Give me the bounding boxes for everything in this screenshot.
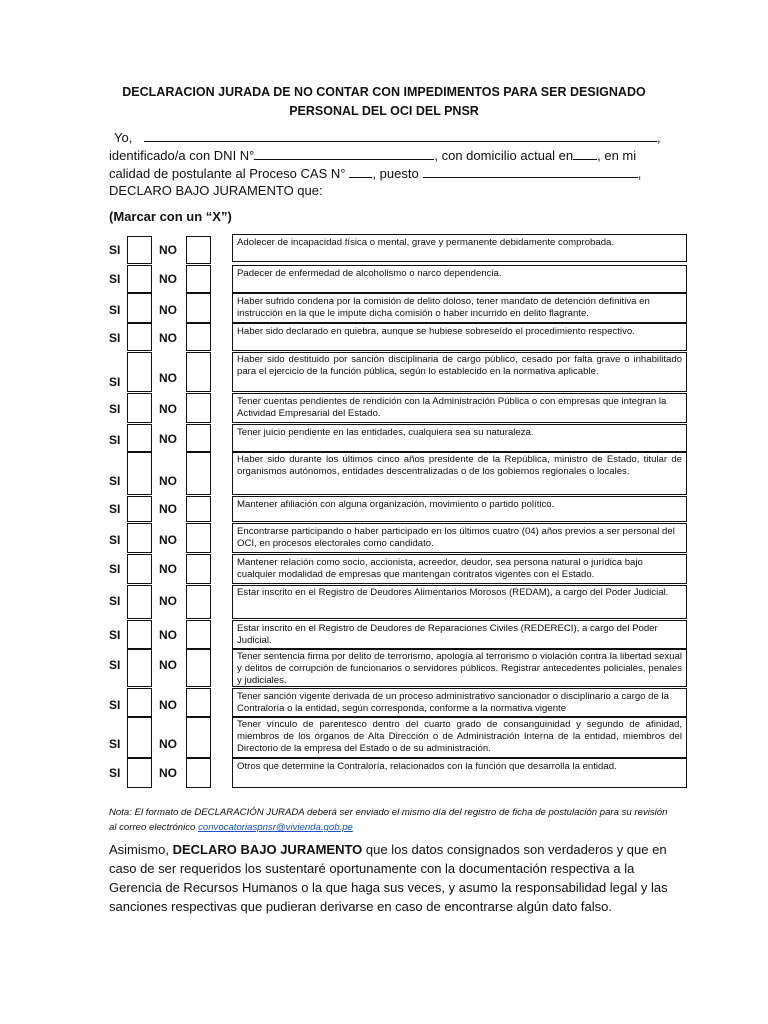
si-label: SI (109, 658, 121, 672)
intro-line-dni (109, 147, 636, 163)
si-checkbox[interactable] (127, 323, 152, 351)
no-label: NO (159, 533, 177, 547)
si-checkbox[interactable] (127, 236, 152, 264)
closing-rest: que los datos consignados son verdaderos y que en caso de ser requeridos los sustentaré oportunamente con la documentación respectiva a la Gerencia de Recursos Humanos o la que haga sus veces, y asumo la responsabilidad legal y las sanciones respectivas que pudieran derivarse en caso de encontrarse algún dato falso. (109, 842, 668, 914)
dni-blank[interactable] (254, 147, 434, 160)
no-checkbox[interactable] (186, 424, 211, 452)
proceso-blank[interactable] (349, 165, 372, 178)
si-checkbox[interactable] (127, 424, 152, 452)
impediment-description: Estar inscrito en el Registro de Deudores de Reparaciones Civiles (REDERECI), a cargo del Poder Judicial. (232, 620, 687, 649)
si-label: SI (109, 433, 121, 447)
no-checkbox[interactable] (186, 649, 211, 687)
intro-line-name (114, 129, 661, 145)
no-checkbox[interactable] (186, 393, 211, 423)
no-checkbox[interactable] (186, 620, 211, 649)
no-label: NO (159, 432, 177, 446)
si-label: SI (109, 698, 121, 712)
no-checkbox[interactable] (186, 323, 211, 351)
si-checkbox[interactable] (127, 523, 152, 553)
en-mi-label: , en mi (597, 148, 637, 163)
si-label: SI (109, 272, 121, 286)
footnote-email-link[interactable]: convocatoriaspnsr@vivienda.gob.pe (198, 822, 353, 833)
puesto-blank[interactable] (423, 165, 638, 178)
no-checkbox[interactable] (186, 758, 211, 788)
si-label: SI (109, 375, 121, 389)
impediment-description: Encontrarse participando o haber participado en los últimos cuatro (04) años previos a ser personal del OCI, en procesos electorales como candidato. (232, 523, 687, 553)
document-title-line-1: DECLARACION JURADA DE NO CONTAR CON IMPEDIMENTOS PARA SER DESIGNADO (122, 85, 646, 99)
impediment-description: Haber sido destituido por sanción disciplinaria de cargo público, cesado por falta grave o inhabilitado para el ejercicio de la función pública, según lo establecido en la normativa aplicable. (232, 352, 687, 392)
no-checkbox[interactable] (186, 496, 211, 522)
no-checkbox[interactable] (186, 236, 211, 264)
no-label: NO (159, 502, 177, 516)
impediment-description: Mantener afiliación con alguna organización, movimiento o partido político. (232, 496, 687, 522)
si-checkbox[interactable] (127, 554, 152, 584)
no-label: NO (159, 371, 177, 385)
si-label: SI (109, 331, 121, 345)
no-label: NO (159, 243, 177, 257)
si-checkbox[interactable] (127, 293, 152, 323)
no-checkbox[interactable] (186, 265, 211, 293)
document-title-line-2: PERSONAL DEL OCI DEL PNSR (289, 104, 479, 118)
si-label: SI (109, 533, 121, 547)
closing-bold: DECLARO BAJO JURAMENTO (172, 842, 363, 857)
no-checkbox[interactable] (186, 688, 211, 717)
closing-prefix: Asimismo, (109, 842, 169, 857)
impediment-description: Haber sido declarado en quiebra, aunque se hubiese sobreseído el procedimiento respectivo. (232, 323, 687, 351)
no-checkbox[interactable] (186, 452, 211, 495)
no-checkbox[interactable] (186, 523, 211, 553)
mark-instruction: (Marcar con un “X”) (109, 209, 232, 224)
no-checkbox[interactable] (186, 585, 211, 619)
closing-paragraph (109, 840, 674, 916)
si-label: SI (109, 594, 121, 608)
si-label: SI (109, 628, 121, 642)
si-label: SI (109, 243, 121, 257)
si-checkbox[interactable] (127, 620, 152, 649)
no-checkbox[interactable] (186, 554, 211, 584)
no-checkbox[interactable] (186, 352, 211, 392)
no-label: NO (159, 658, 177, 672)
si-label: SI (109, 474, 121, 488)
comma-2: , (637, 166, 642, 181)
si-checkbox[interactable] (127, 452, 152, 495)
impediment-description: Tener juicio pendiente en las entidades, cualquiera sea su naturaleza. (232, 424, 687, 452)
no-checkbox[interactable] (186, 717, 211, 758)
intro-line-proceso (109, 165, 641, 181)
no-label: NO (159, 594, 177, 608)
no-label: NO (159, 402, 177, 416)
puesto-label: , puesto (372, 166, 419, 181)
declaro-line: DECLARO BAJO JURAMENTO que: (109, 183, 323, 198)
no-label: NO (159, 562, 177, 576)
si-checkbox[interactable] (127, 585, 152, 619)
impediment-description: Tener sentencia firma por delito de terrorismo, apología al terrorismo o violación contra la libertad sexual y delitos de corrupción de funcionarios o servidores públicos. Registrar antecedentes policiales, penales y judiciales. (232, 649, 687, 687)
footnote-text: Nota: El formato de DECLARACIÓN JURADA deberá ser enviado el mismo día del registro de ficha de postulación para su revisión al correo electrónico (109, 807, 668, 833)
si-checkbox[interactable] (127, 688, 152, 717)
si-label: SI (109, 502, 121, 516)
no-label: NO (159, 331, 177, 345)
domicilio-label: , con domicilio actual en (434, 148, 574, 163)
impediment-description: Tener sanción vigente derivada de un proceso administrativo sancionador o disciplinario a cargo de la Contraloría o la entidad, según corresponda, conforme a la normativa vigente (232, 688, 687, 717)
si-label: SI (109, 402, 121, 416)
impediment-description: Estar inscrito en el Registro de Deudores Alimentarios Morosos (REDAM), a cargo del Poder Judicial. (232, 585, 687, 619)
no-label: NO (159, 628, 177, 642)
no-label: NO (159, 303, 177, 317)
impediment-description: Adolecer de incapacidad física o mental, grave y permanente debidamente comprobada. (232, 234, 687, 262)
si-checkbox[interactable] (127, 393, 152, 423)
impediment-description: Haber sufrido condena por la comisión de delito doloso, tener mandato de detención definitiva en instrucción en la que le impute dicha comisión o haber incurrido en delito flagrante. (232, 293, 687, 323)
yo-label: Yo, (114, 130, 133, 145)
impediment-description: Otros que determine la Contraloría, relacionados con la función que desarrolla la entidad. (232, 758, 687, 788)
no-label: NO (159, 272, 177, 286)
domicilio-blank[interactable] (573, 147, 597, 160)
impediment-description: Haber sido durante los últimos cinco años presidente de la República, ministro de Estado, titular de organismos autónomos, entidades descentralizadas o de los gobiernos regionales o locales. (232, 452, 687, 495)
footnote (109, 805, 669, 835)
impediment-description: Tener cuentas pendientes de rendición con la Administración Pública o con empresas que integran la Actividad Empresarial del Estado. (232, 393, 687, 423)
no-label: NO (159, 474, 177, 488)
si-label: SI (109, 737, 121, 751)
name-blank[interactable] (144, 129, 657, 142)
comma: , (656, 130, 661, 145)
no-label: NO (159, 737, 177, 751)
si-label: SI (109, 562, 121, 576)
impediment-description: Mantener relación como socio, accionista, acreedor, deudor, sea persona natural o jurídica bajo cualquier modalidad de empresas que mantengan contratos vigentes con el Estado. (232, 554, 687, 584)
si-checkbox[interactable] (127, 496, 152, 522)
no-label: NO (159, 766, 177, 780)
no-checkbox[interactable] (186, 293, 211, 323)
si-checkbox[interactable] (127, 352, 152, 392)
proceso-label: calidad de postulante al Proceso CAS N° (109, 166, 346, 181)
si-checkbox[interactable] (127, 717, 152, 758)
si-checkbox[interactable] (127, 758, 152, 788)
impediment-description: Tener vínculo de parentesco dentro del cuarto grado de consanguinidad y segundo de afinidad, miembros de los órganos de Alta Dirección o de Administración Interna de la entidad, miembros del Directorio de la empresa del Estado o de su administración. (232, 717, 687, 758)
dni-label: identificado/a con DNI N° (109, 148, 255, 163)
si-label: SI (109, 303, 121, 317)
si-checkbox[interactable] (127, 265, 152, 293)
no-label: NO (159, 698, 177, 712)
impediment-description: Padecer de enfermedad de alcoholismo o narco dependencia. (232, 265, 687, 293)
si-checkbox[interactable] (127, 649, 152, 687)
si-label: SI (109, 766, 121, 780)
